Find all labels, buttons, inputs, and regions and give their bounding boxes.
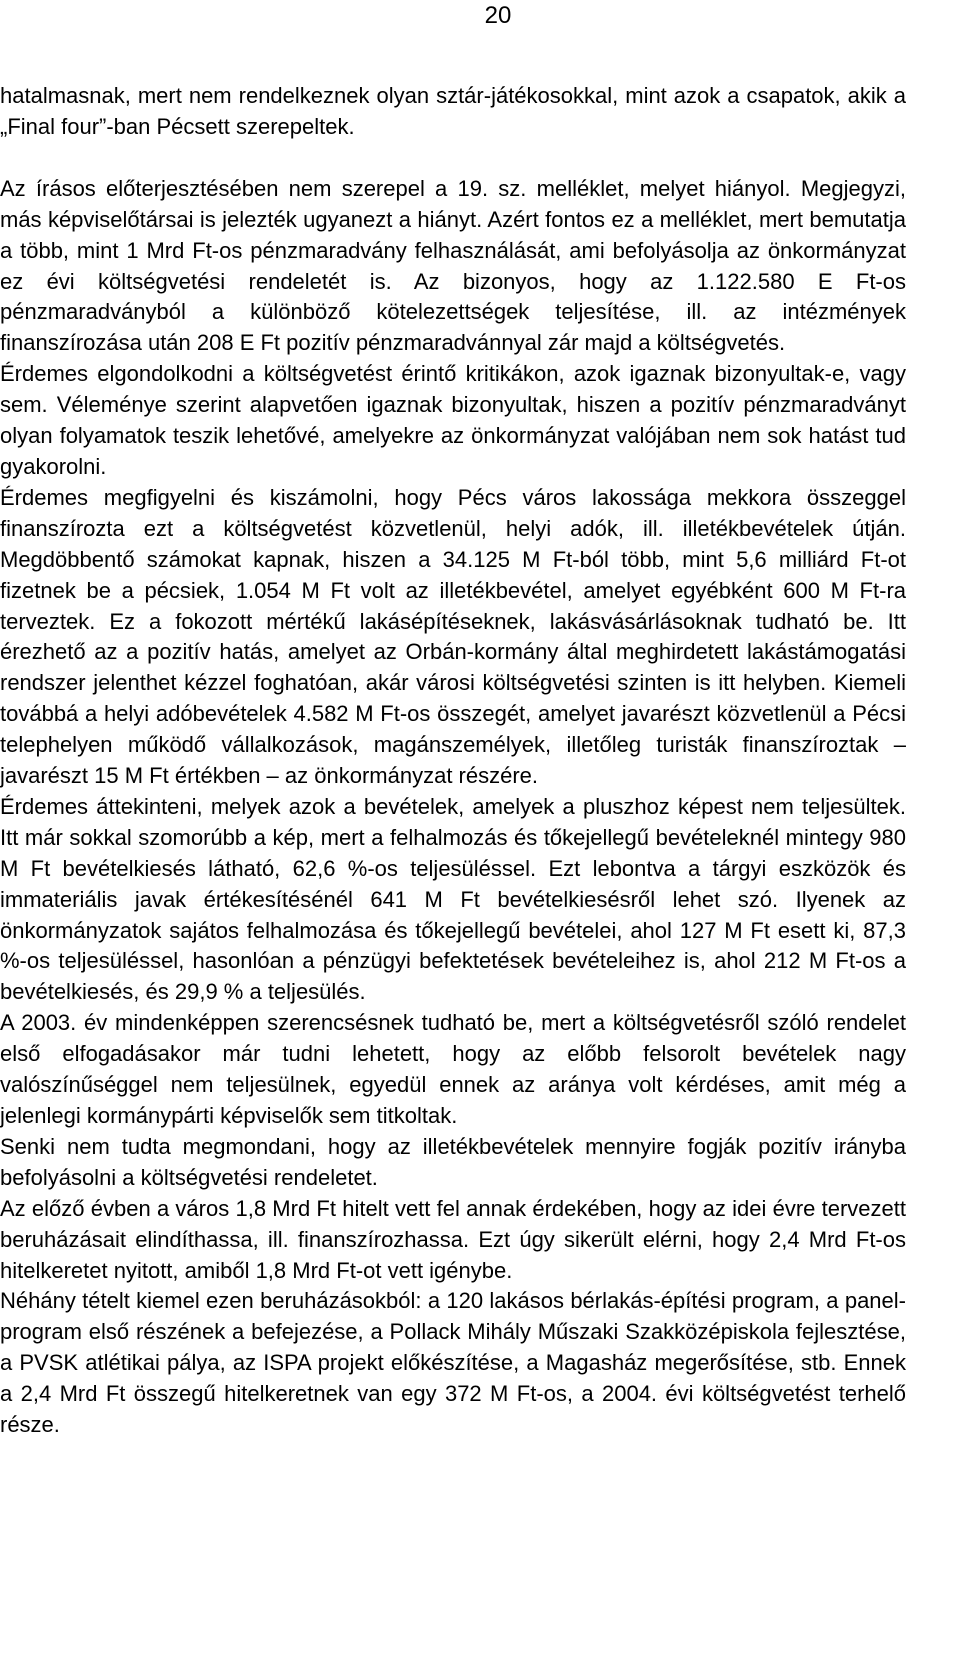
paragraph-5: Érdemes áttekinteni, melyek azok a bevételek, amelyek a pluszhoz képest nem teljesültek. Itt már sokkal szomorúbb a kép, mert a felhalmozás és tőkejellegű bevételeknél mintegy 980 M Ft bevételkiesés látható, 62,6 %-os teljesüléssel. Ezt lebontva a tárgyi eszközök és immateriális javak értékesítésénél 641 M Ft bevételkiesésről lehet szó. Ilyenek az önkormányzatok sajátos felhalmozása és tőkejellegű bevételei, ahol 127 M Ft esett ki, 87,3 %-os teljesüléssel, hasonlóan a pénzügyi befektetések bevételeihez is, ahol 212 M Ft-os a bevételkiesés, és 29,9 % a teljesülés. (0, 793, 906, 1005)
paragraph-3: Érdemes elgondolkodni a költségvetést érintő kritikákon, azok igaznak bizonyultak-e, vagy sem. Véleménye szerint alapvetően igaznak bizonyultak, hiszen a pozitív pénzmaradványt olyan folyamatok teszik lehetővé, amelyekre az önkormányzat valójában nem sok hatást tud gyakorolni. (0, 361, 906, 479)
paragraph-2: Az írásos előterjesztésében nem szerepel a 19. sz. melléklet, melyet hiányol. Megjegyzi, más képviselőtársai is jelezték ugyanezt a hiányt. Azért fontos ez a melléklet, mert bemutatja a több, mint 1 Mrd Ft-os pénzmaradvány felhasználását, ami befolyásolja az önkormányzat ez évi költségvetési rendeletét is. Az bizonyos, hogy az 1.122.580 E Ft-os pénzmaradványból a különböző kötelezettségek teljesítése, ill. az intézmények finanszírozása után 208 E Ft pozitív pénzmaradvánnyal zár majd a költségvetés. (0, 175, 906, 356)
paragraph-8: Az előző évben a város 1,8 Mrd Ft hitelt vett fel annak érdekében, hogy az idei évre tervezett beruházásait elindíthassa, ill. finanszírozhassa. Ezt úgy sikerült elérni, hogy 2,4 Mrd Ft-os hitelkeretet nyitott, amiből 1,8 Mrd Ft-ot vett igénybe. (0, 1195, 906, 1283)
page-number (0, 2, 960, 30)
paragraph-1: hatalmasnak, mert nem rendelkeznek olyan sztár-játékosokkal, mint azok a csapatok, akik a „Final four”-ban Pécsett szerepeltek. (0, 83, 906, 139)
paragraph-9: Néhány tételt kiemel ezen beruházásokból: a 120 lakásos bérlakás-építési program, a panel-program első részének a befejezése, a Pollack Mihály Műszaki Szakközépiskola fejlesztése, a PVSK atlétikai pálya, az ISPA projekt előkészítése, a Magasház megerősítése, stb. Ennek a 2,4 Mrd Ft összegű hitelkeretnek van egy 372 M Ft-os, a 2004. évi költségvetést terhelő része. (0, 1288, 906, 1438)
document-body (0, 81, 906, 1441)
page-number-text: 20 (484, 2, 512, 29)
paragraph-6: A 2003. év mindenképpen szerencsésnek tudható be, mert a költségvetésről szóló rendelet első elfogadásakor már tudni lehetett, hogy az előbb felsorolt bevételek nagy valószínűséggel nem teljesülnek, egyedül ennek az aránya volt kérdéses, amit még a jelenlegi kormánypárti képviselők sem titkoltak. (0, 1010, 906, 1128)
paragraph-7: Senki nem tudta megmondani, hogy az illetékbevételek mennyire fogják pozitív irányba befolyásolni a költségvetési rendeletet. (0, 1133, 906, 1190)
paragraph-4: Érdemes megfigyelni és kiszámolni, hogy Pécs város lakossága mekkora összeggel finanszírozta ezt a költségvetést közvetlenül, helyi adók, ill. illetékbevételek útján. Megdöbbentő számokat kapnak, hiszen a 34.125 M Ft-ból több, mint 5,6 milliárd Ft-ot fizetnek be a pécsiek, 1.054 M Ft volt az illetékbevétel, amelyet egyébként 600 M Ft-ra terveztek. Ez a fokozott mértékű lakásépítéseknek, lakásvásárlásoknak tudható be. Itt érezhető az a pozitív hatás, amelyet az Orbán-kormány által meghirdetett lakástámogatási rendszer jelenthet kézzel foghatóan, akár városi költségvetési szinten is itt helyben. Kiemeli továbbá a helyi adóbevételek 4.582 M Ft-os összegét, amelyet javarészt közvetlenül a Pécsi telephelyen működő vállalkozások, magánszemélyek, illetőleg turisták finanszíroztak – javarészt 15 M Ft értékben – az önkormányzat részére. (0, 484, 906, 789)
